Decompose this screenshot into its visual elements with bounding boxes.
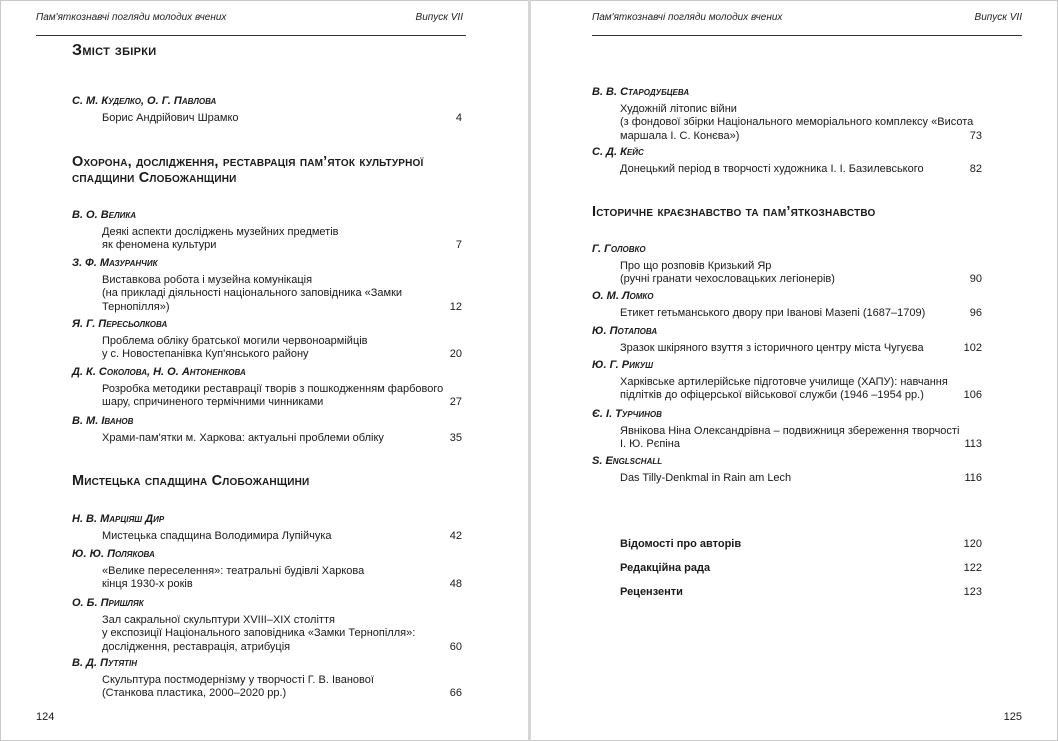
entry-title: Зал сакральної скульптури XVIII–XIX століття у експозиції Національного заповідника «Замки Тернопілля»: дослідження, реставрація, атрибуція — [102, 614, 416, 653]
entry-author: С. М. Куделко, О. Г. Павлова — [72, 95, 217, 107]
entry-row — [592, 472, 982, 485]
entry-author: Г. Головко — [592, 243, 646, 255]
entry-title: Храми-пам'ятки м. Харкова: актуальні проблеми обліку — [102, 432, 384, 444]
entry-title: Скульптура постмодернізму у творчості Г. В. Іванової (Станкова пластика, 2000–2020 рр.) — [102, 674, 374, 700]
entry-row — [72, 674, 462, 701]
toc-entry[interactable] — [592, 359, 982, 403]
entry-author: Н. В. Марціяш Дир — [72, 513, 165, 525]
toc-entry[interactable] — [592, 455, 982, 485]
entry-row — [72, 112, 462, 125]
entry-title: Етикет гетьманського двору при Іванові Мазепі (1687–1709) — [620, 307, 926, 319]
entry-author: В. В. Стародубцева — [592, 86, 690, 98]
entry-author: S. Englschall — [592, 455, 663, 467]
entry-title: Зразок шкіряного взуття з історичного центру міста Чугуєва — [620, 342, 924, 354]
extra-page-number: 122 — [963, 562, 982, 574]
toc-entry[interactable] — [72, 415, 462, 445]
toc-entry[interactable] — [592, 86, 982, 143]
left-page — [0, 0, 527, 741]
section-heading: Мистецька спадщина Слобожанщини — [72, 473, 310, 489]
entry-page-number: 48 — [449, 578, 462, 591]
running-header-issue: Випуск VII — [415, 12, 463, 23]
entry-title: Проблема обліку братської могили червоноармійців у с. Новостепанівка Куп'янського району — [102, 335, 368, 361]
entry-page-number: 12 — [449, 300, 462, 313]
entry-page-number: 35 — [449, 432, 462, 444]
entry-row — [72, 565, 462, 592]
entry-title: Харківське артилерійське підготовче училище (ХАПУ): навчання підлітків до офіцерської військової служби (1946 –1954 рр.) — [620, 376, 948, 402]
entry-page-number: 27 — [449, 396, 462, 409]
entry-page-number: 113 — [964, 438, 982, 451]
entry-row — [72, 226, 462, 253]
toc-entry[interactable] — [72, 366, 462, 410]
right-page — [531, 0, 1058, 741]
entry-author: Є. І. Турчинов — [592, 408, 662, 420]
entry-page-number: 20 — [449, 348, 462, 361]
entry-author: Я. Г. Пересьолкова — [72, 318, 168, 330]
entry-page-number: 96 — [969, 307, 982, 319]
entry-page-number: 66 — [449, 687, 462, 700]
entry-row — [592, 163, 982, 176]
entry-author: В. Д. Путятін — [72, 657, 138, 669]
entry-author: Ю. Г. Рикуш — [592, 359, 654, 371]
toc-extra-item[interactable] — [620, 586, 982, 599]
extra-title: Відомості про авторів — [620, 538, 742, 550]
entry-row — [72, 335, 462, 362]
toc-extra-item[interactable] — [620, 538, 982, 551]
entry-row — [592, 342, 982, 355]
entry-page-number: 60 — [449, 640, 462, 653]
page-number: 125 — [1003, 711, 1022, 723]
entry-title: Мистецька спадщина Володимира Лупійчука — [102, 530, 332, 542]
toc-entry[interactable] — [72, 657, 462, 701]
section-heading: Історичне краєзнавство та пам’яткознавство — [592, 204, 876, 220]
entry-title: Розробка методики реставрації творів з пошкодженням фарбового шару, спричиненого термічними чинниками — [102, 383, 444, 409]
entry-page-number: 102 — [963, 342, 982, 354]
toc-entry[interactable] — [72, 95, 462, 125]
entry-page-number: 82 — [969, 163, 982, 175]
running-header-issue: Випуск VII — [974, 12, 1022, 23]
running-header-title: Пам'яткознавчі погляди молодих вчених — [36, 12, 227, 23]
entry-author: З. Ф. Мазуранчик — [72, 257, 158, 269]
entry-page-number: 73 — [969, 129, 982, 142]
entry-author: Д. К. Соколова, Н. О. Антоненкова — [72, 366, 246, 378]
toc-entry[interactable] — [72, 209, 462, 253]
entry-author: В. М. Іванов — [72, 415, 134, 427]
entry-author: С. Д. Кейс — [592, 146, 644, 158]
entry-title: Борис Андрійович Шрамко — [102, 112, 239, 124]
entry-row — [592, 103, 982, 143]
extra-page-number: 120 — [963, 538, 982, 550]
section-heading: Охорона, дослідження, реставрація пам’яток культурної спадщини Слобожанщини — [72, 154, 424, 186]
entry-row — [592, 425, 982, 452]
entry-title: Художній літопис війни (з фондової збірки Національного меморіального комплексу «Висота маршала І. С. Конєва») — [620, 103, 974, 142]
entry-title: Деякі аспекти досліджень музейних предметів як феномена культури — [102, 226, 339, 252]
toc-entry[interactable] — [72, 318, 462, 362]
toc-entry[interactable] — [592, 408, 982, 452]
entry-row — [72, 614, 462, 654]
toc-entry[interactable] — [592, 243, 982, 287]
toc-entry[interactable] — [592, 146, 982, 176]
entry-page-number: 7 — [455, 239, 462, 252]
toc-entry[interactable] — [72, 597, 462, 654]
toc-entry[interactable] — [72, 257, 462, 314]
entry-row — [592, 307, 982, 320]
toc-extra-item[interactable] — [620, 562, 982, 575]
toc-entry[interactable] — [592, 290, 982, 320]
entry-title: Das Tilly-Denkmal in Rain am Lech — [620, 472, 792, 484]
entry-title: Про що розповів Кризький Яр (ручні гранати чехословацьких легіонерів) — [620, 260, 835, 286]
entry-author: О. Б. Пришляк — [72, 597, 144, 609]
entry-row — [72, 274, 462, 314]
entry-row — [72, 530, 462, 543]
entry-page-number: 106 — [963, 389, 982, 402]
header-rule — [592, 35, 1022, 36]
toc-entry[interactable] — [72, 548, 462, 592]
entry-row — [592, 376, 982, 403]
entry-title: Явнікова Ніна Олександрівна – подвижниця збереження творчості І. Ю. Рєпіна — [620, 425, 960, 451]
entry-row — [72, 383, 462, 410]
entry-row — [592, 260, 982, 287]
entry-author: Ю. Потапова — [592, 325, 658, 337]
entry-author: В. О. Велика — [72, 209, 137, 221]
running-header-title: Пам'яткознавчі погляди молодих вчених — [592, 12, 783, 23]
toc-entry[interactable] — [592, 325, 982, 355]
toc-title: Зміст збірки — [72, 42, 157, 59]
toc-entry[interactable] — [72, 513, 462, 543]
extra-page-number: 123 — [963, 586, 982, 598]
entry-author: Ю. Ю. Полякова — [72, 548, 155, 560]
extra-title: Редакційна рада — [620, 562, 711, 574]
entry-title: «Велике переселення»: театральні будівлі Харкова кінця 1930-х років — [102, 565, 365, 591]
entry-page-number: 116 — [964, 472, 982, 484]
entry-page-number: 4 — [455, 112, 462, 124]
header-rule — [36, 35, 466, 36]
entry-title: Донецький період в творчості художника І. І. Базилевського — [620, 163, 924, 175]
entry-page-number: 42 — [449, 530, 462, 542]
entry-row — [72, 432, 462, 445]
entry-title: Виставкова робота і музейна комунікація (на прикладі діяльності національного заповідника «Замки Тернопілля») — [102, 274, 403, 313]
extra-title: Рецензенти — [620, 586, 683, 598]
entry-page-number: 90 — [969, 273, 982, 286]
entry-author: О. М. Ломко — [592, 290, 654, 302]
page-number: 124 — [36, 711, 55, 723]
